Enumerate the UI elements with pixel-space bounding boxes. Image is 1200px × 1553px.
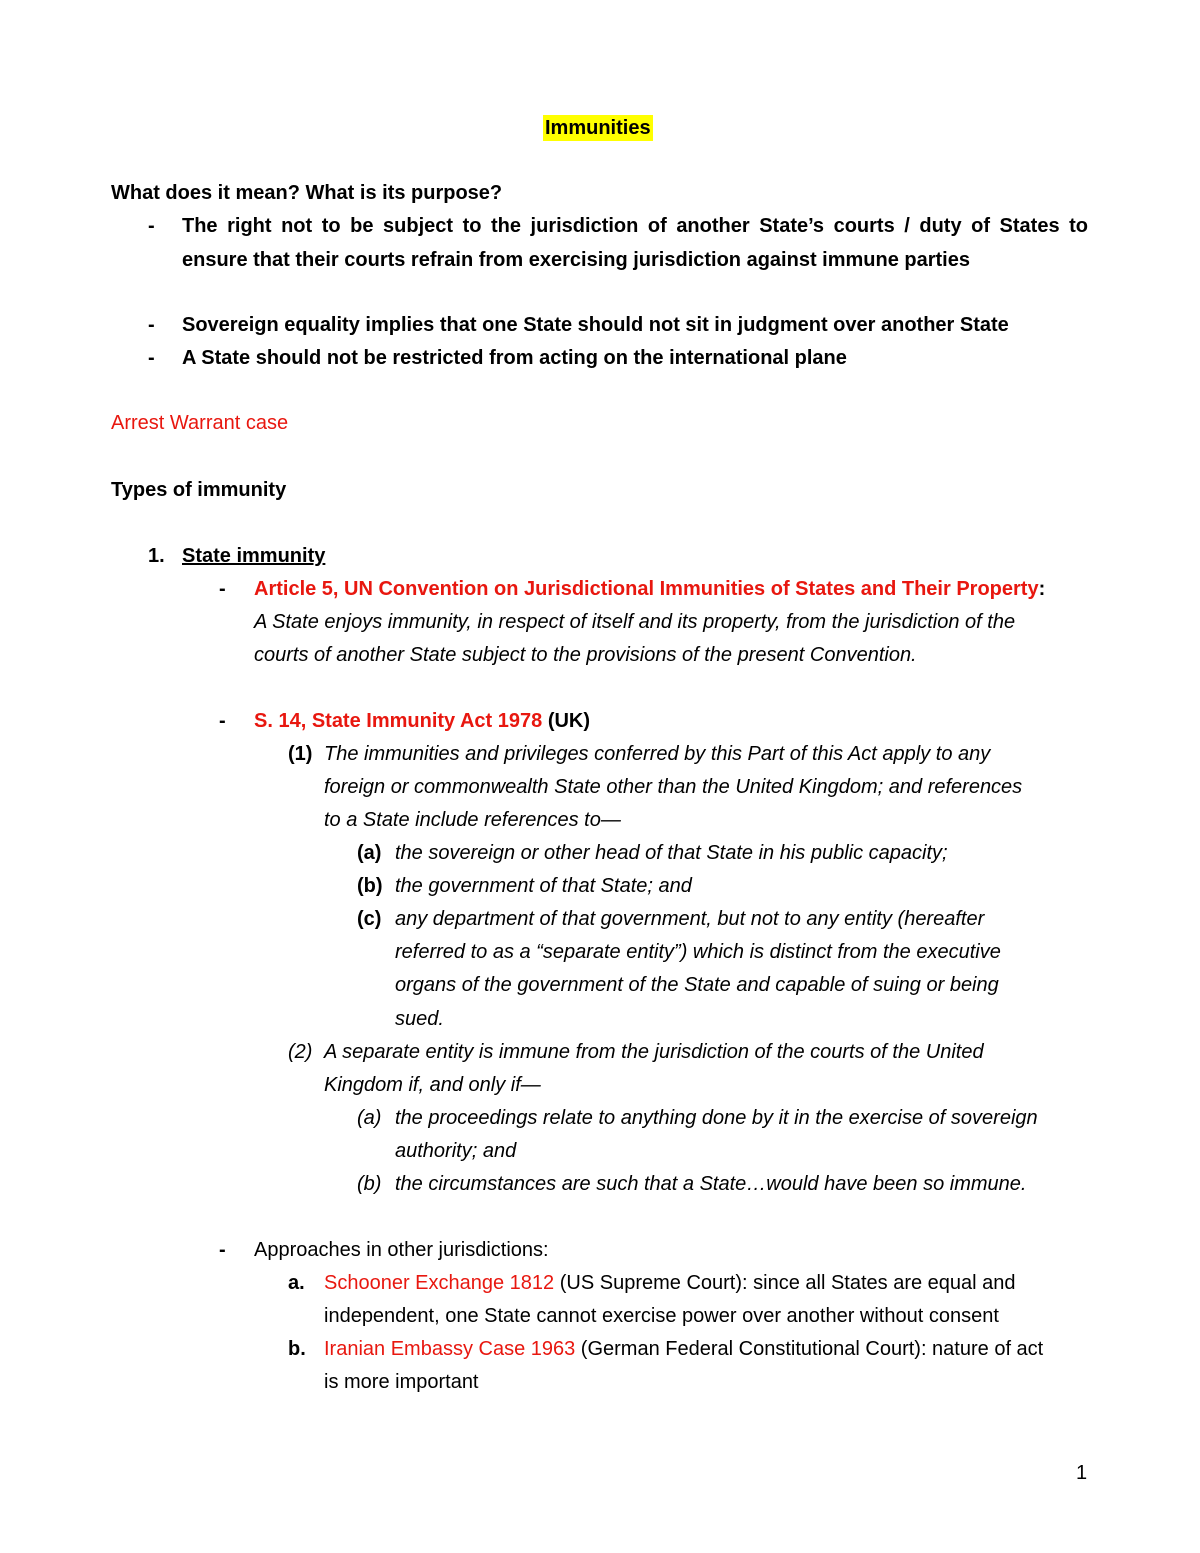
approach-line: is more important xyxy=(324,1371,479,1393)
item-letter: (b) xyxy=(357,1173,382,1195)
subsection-number: (2) xyxy=(288,1041,313,1063)
article5-text: courts of another State subject to the provisions of the present Convention. xyxy=(254,644,917,666)
bullet-dash: - xyxy=(148,347,155,369)
s14-item: the sovereign or other head of that State in his public capacity; xyxy=(395,842,948,864)
s14-item: the proceedings relate to anything done by it in the exercise of sovereign xyxy=(395,1107,1038,1129)
arrest-warrant-case-link: Arrest Warrant case xyxy=(111,412,289,434)
schooner-exchange-case: Schooner Exchange 1812 xyxy=(324,1272,555,1294)
s14-text: to a State include references to— xyxy=(324,809,621,831)
bullet-dash: - xyxy=(148,215,155,237)
s14-text: A separate entity is immune from the jurisdiction of the courts of the United xyxy=(324,1041,984,1063)
s14-item: the circumstances are such that a State…would have been so immune. xyxy=(395,1173,1027,1195)
iranian-embassy-case: Iranian Embassy Case 1963 xyxy=(324,1338,576,1360)
purpose-line: The right not to be subject to the jurisdiction of another State’s courts / duty of States to xyxy=(182,215,1088,237)
s14-item: organs of the government of the State and capable of suing or being xyxy=(395,974,999,996)
page-number: 1 xyxy=(1076,1462,1088,1484)
s14-item: any department of that government, but not to any entity (hereafter xyxy=(395,908,985,930)
approaches-label: Approaches in other jurisdictions: xyxy=(254,1239,549,1261)
s14-item: the government of that State; and xyxy=(395,875,692,897)
item-letter: (b) xyxy=(357,875,383,897)
purpose-heading: What does it mean? What is its purpose? xyxy=(111,182,503,204)
article5-text: A State enjoys immunity, in respect of itself and its property, from the jurisdiction of the xyxy=(254,611,1016,633)
s14-text: Kingdom if, and only if— xyxy=(324,1074,541,1096)
s14-item: referred to as a “separate entity”) which is distinct from the executive xyxy=(395,941,1001,963)
item-letter: b. xyxy=(288,1338,306,1360)
item-letter: a. xyxy=(288,1272,305,1294)
state-immunity-heading: State immunity xyxy=(182,545,326,567)
purpose-line: ensure that their courts refrain from exercising jurisdiction against immune parties xyxy=(182,249,970,271)
item-letter: (a) xyxy=(357,842,382,864)
bullet-dash: - xyxy=(219,578,226,600)
s14-item: authority; and xyxy=(395,1140,517,1162)
approach-line: independent, one State cannot exercise power over another without consent xyxy=(324,1305,999,1327)
item-letter: (a) xyxy=(357,1107,382,1129)
item-letter: (c) xyxy=(357,908,382,930)
article5-ref: Article 5, UN Convention on Jurisdictional Immunities of States and Their Property xyxy=(254,578,1039,600)
s14-text: The immunities and privileges conferred by this Part of this Act apply to any xyxy=(324,743,991,765)
s14-text: foreign or commonwealth State other than the United Kingdom; and references xyxy=(324,776,1023,798)
bullet-dash: - xyxy=(148,314,155,336)
page-title: Immunities xyxy=(545,117,651,139)
types-heading: Types of immunity xyxy=(111,479,287,501)
s14-item: sued. xyxy=(395,1008,444,1030)
list-number: 1. xyxy=(148,545,165,567)
subsection-number: (1) xyxy=(288,743,313,765)
bullet-dash: - xyxy=(219,1239,226,1261)
purpose-point: Sovereign equality implies that one State should not sit in judgment over another State xyxy=(182,314,1009,336)
approach-line: Schooner Exchange 1812 (US Supreme Court): since all States are equal and xyxy=(324,1272,1016,1294)
article5-ref-line: Article 5, UN Convention on Jurisdictional Immunities of States and Their Property: xyxy=(254,578,1046,600)
purpose-point: A State should not be restricted from acting on the international plane xyxy=(182,347,847,369)
s14-ref-line: S. 14, State Immunity Act 1978 (UK) xyxy=(254,710,591,732)
s14-ref: S. 14, State Immunity Act 1978 xyxy=(254,710,543,732)
approach-line: Iranian Embassy Case 1963 (German Federal Constitutional Court): nature of act xyxy=(324,1338,1044,1360)
bullet-dash: - xyxy=(219,710,226,732)
